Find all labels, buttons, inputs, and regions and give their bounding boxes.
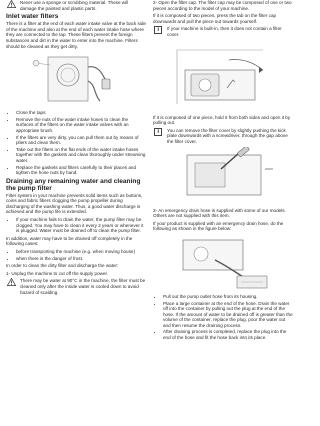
list-item: • If the filters are very dirty, you can pull them out by means of pliers and clean them. <box>16 135 146 146</box>
warning-hot-water-text: There may be water at 90°C in the machine, the filter must be cleaned only after the inside water is cooled down to avoid hazard of scalding. <box>20 278 146 295</box>
inlet-filter-illustration <box>28 51 122 107</box>
warning-sponge <box>6 0 146 11</box>
drain-addition: In addition, water may have to be drained off completely in the following cases: <box>6 235 133 247</box>
step-3: 3- An emergency drain hose is supplied with some of our models. Others are not supplied with this item. <box>153 207 286 219</box>
drain-bullets <box>6 217 146 234</box>
list-item: • before transporting the machine (e.g. when moving house) <box>16 249 146 255</box>
info-icon: i <box>154 128 163 137</box>
info-icon: i <box>154 26 163 35</box>
list-item: • Place a large container at the end of the hose. Drain the water off into the container by pulling out the plug at the end of the hose. If the amount of water to be drained off is greater than the volume of the container, replace the plug, pour the water out and then resume the draining process. <box>163 301 294 329</box>
step-2: 2- Open the filter cap. The filter cap may be composed of one or two pieces according to the model of your machine. <box>153 0 292 11</box>
kick-plate-illustration <box>177 147 281 205</box>
step-1: 1- Unplug the machine to cut off the supply power. <box>6 270 109 276</box>
order-text: In order to clean the dirty filter and discharge the water: <box>6 263 119 269</box>
info-filter-cover <box>153 128 294 145</box>
list-item: • Pull out the pump outlet hose from its housing. <box>163 294 294 300</box>
list-item: • Replace the gaskets and filters carefully to their places and tighten the hose nuts by hand. <box>16 165 146 176</box>
info-built-in-text: If your machine is built-in, then it does not contain a filter cover. <box>167 26 282 37</box>
drain-body: Filter system in your machine prevents solid items such as buttons, coins and fabric fibers clogging the pump propeller during discharging of the washing water. Thus, a good water discharge is achieved and the pump life is extended. <box>6 192 143 215</box>
info-filter-cover-text: You can remove the filter cover by slightly pushing the kick plate downwards with a screwdriver, through the gap above the filter cover. <box>167 127 288 144</box>
drain-hose-steps <box>153 294 294 341</box>
filter-cap-illustration <box>171 40 277 112</box>
list-item: • Take out the filters on the flat ends of the water intake hoses together with the gaskets and clean thoroughly under streaming water. <box>16 147 146 164</box>
inlet-filter-steps <box>6 110 146 176</box>
one-piece-text: If it is composed of one piece, hold it from both sides and open it by pulling out. <box>153 114 291 126</box>
list-item: • Close the taps. <box>16 110 146 116</box>
inlet-filters-heading: Inlet water filters <box>6 13 59 21</box>
list-item: • Remove the nuts of the water intake hoses to clean the surfaces of the filters on the water intake valves with an appropriate brush. <box>16 117 146 134</box>
inlet-filters-body: There is a filter at the end of each water intake valve at the back side of the machine and also at the end of each water intake hose where they are connected to the tap. These filters prevent the foreign substances and dirt in the water to enter into the machine. Filters should be cleaned as they get dirty. <box>6 21 146 49</box>
list-item: • when there is the danger of frost. <box>16 256 146 262</box>
list-item: • After draining process is completed, replace the plug into the end of the hose and fit the hose back into its place. <box>163 329 294 340</box>
step-3-follow: If your product is supplied with an emergency drain hose, do the following as shown in the figure below: <box>153 220 284 232</box>
warning-triangle-icon <box>7 278 16 286</box>
drain-hose-illustration <box>175 234 275 292</box>
step-2-pieces: If it is composed of two pieces, press the tab on the filter cap downwards and pull the piece out towards yourself. <box>153 13 277 24</box>
info-built-in <box>153 26 294 37</box>
warning-hot-water <box>6 278 146 295</box>
list-item: • If your machine fails to drain the water, the pump filter may be clogged. You may have to clean it every 2 years or whenever it is plugged. Water must be drained off to clean the pump filter. <box>16 217 146 234</box>
drain-cases <box>6 249 146 261</box>
right-column <box>153 0 294 343</box>
warning-sponge-text: Never use a sponge or scrubbing material. These will damage the painted and plastic parts. <box>20 0 129 11</box>
left-column <box>6 0 146 297</box>
drain-heading: Draining any remaining water and cleaning the pump filter <box>6 177 141 192</box>
warning-triangle-icon <box>7 0 16 8</box>
